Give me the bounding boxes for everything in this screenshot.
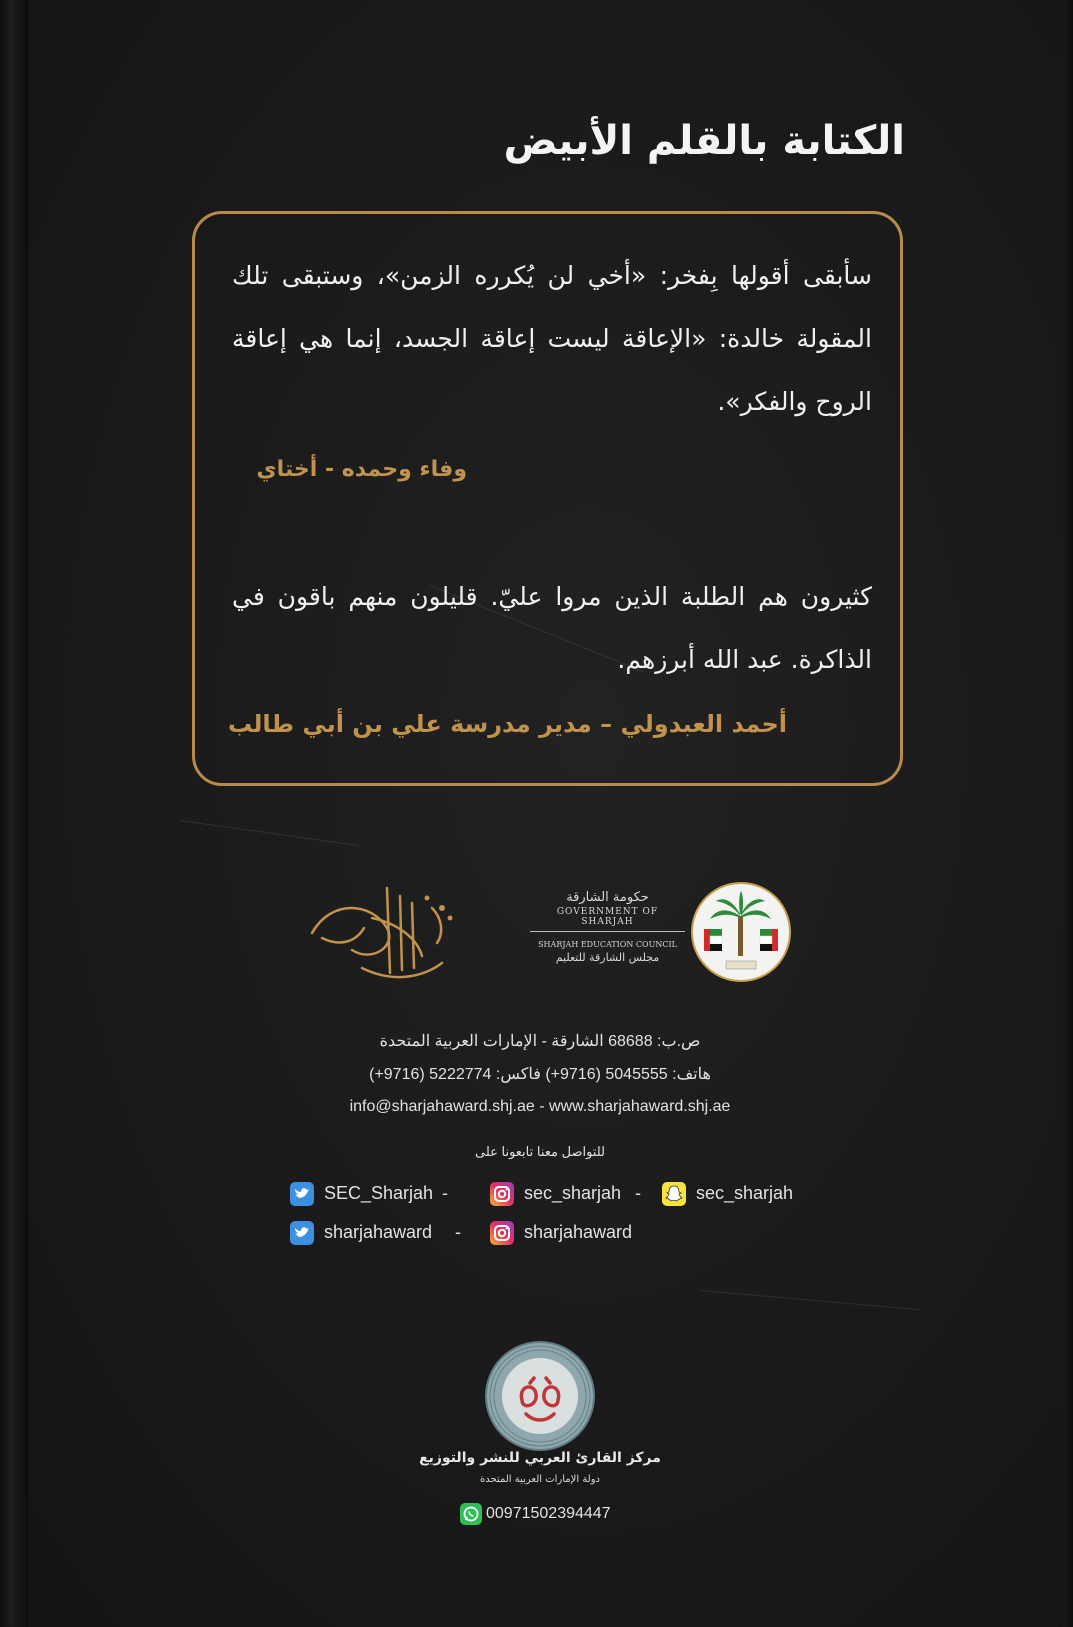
social-handle[interactable] <box>490 1219 632 1245</box>
surface-scratch <box>700 1290 919 1310</box>
quote-text: كثيرون هم الطلبة الذين مروا عليّ. قليلون منهم باقون في الذاكرة. عبد الله أبرزهم. <box>232 582 872 674</box>
social-handle[interactable] <box>290 1180 433 1206</box>
quote-attribution: وفاء وحمده - أختاي <box>256 457 467 482</box>
book-spine <box>0 0 26 1627</box>
council-name-ar: مجلس الشارقة للتعليم <box>555 951 660 964</box>
whatsapp-contact[interactable] <box>460 1502 611 1526</box>
social-handle[interactable] <box>662 1180 793 1206</box>
surface-scratch <box>180 820 358 846</box>
government-name-ar: حكومة الشارقة <box>566 890 649 905</box>
spine-hinge <box>26 0 28 1627</box>
handle-text: SEC_Sharjah <box>324 1183 434 1203</box>
twitter-icon <box>290 1182 314 1206</box>
cover-edge <box>1063 0 1073 1627</box>
separator: - <box>455 1222 461 1242</box>
government-name-block <box>530 890 685 964</box>
quote-text: سأبقى أقولها بِفخر: «أخي لن يُكرره الزمن»، وستبقى تلك المقولة خالدة: «الإعاقة ليست إعاقة الجسد، إنما هي إعاقة الروح والفكر». <box>232 261 872 416</box>
sharjah-emblem-icon <box>690 881 792 983</box>
separator: - <box>442 1183 448 1203</box>
follow-us-label: للتواصل معنا تابعونا على <box>474 1144 605 1159</box>
arab-reader-center-logo-icon <box>430 1338 650 1458</box>
sharjah-award-logo-icon <box>302 878 462 988</box>
handle-text: sec_sharjah <box>524 1183 622 1203</box>
twitter-icon <box>290 1221 314 1245</box>
instagram-icon <box>490 1221 514 1245</box>
publisher-name: مركز القارئ العربي للنشر والتوزيع <box>419 1450 661 1466</box>
council-name-en: SHARJAH EDUCATION COUNCIL <box>538 940 677 949</box>
sponsor-logos <box>290 868 810 998</box>
instagram-icon <box>490 1182 514 1206</box>
social-handle[interactable] <box>490 1180 621 1206</box>
whatsapp-icon <box>460 1503 482 1525</box>
handle-text: sec_sharjah <box>696 1183 794 1203</box>
whatsapp-number: 00971502394447 <box>486 1505 611 1522</box>
quote-attribution: أحمد العبدولي – مدير مدرسة علي بن أبي طالب <box>228 710 787 738</box>
publisher-country: دولة الإمارات العربية المتحدة <box>479 1474 601 1485</box>
snapchat-icon <box>662 1182 686 1206</box>
separator: - <box>635 1183 641 1203</box>
handle-text: sharjahaward <box>324 1222 433 1242</box>
social-handle[interactable] <box>290 1219 432 1245</box>
quote-frame <box>192 211 903 786</box>
government-name-en: GOVERNMENT OF SHARJAH <box>530 907 685 932</box>
address-line: ص.ب: 68688 الشارقة - الإمارات العربية المتحدة <box>379 1033 701 1050</box>
handle-text: sharjahaward <box>524 1222 633 1242</box>
phone-fax-line: هاتف: 5045555 (9716+) فاكس: 5222774 (9716+) <box>369 1066 711 1083</box>
book-title: الكتابة بالقلم الأبيض <box>503 118 905 164</box>
email-website-line[interactable]: info@sharjahaward.shj.ae - www.sharjahaward.shj.ae <box>349 1098 731 1115</box>
